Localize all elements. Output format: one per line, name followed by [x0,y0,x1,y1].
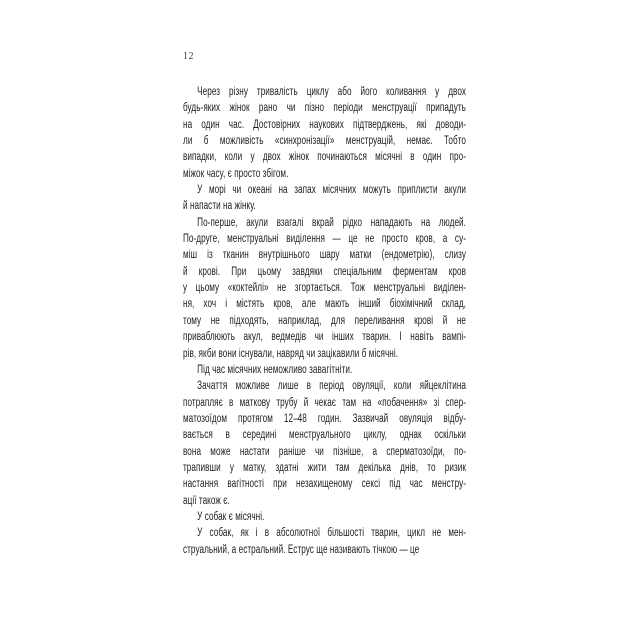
paragraph-3-line: тому не підходять, наприклад, для переливання крові й не [183,314,466,327]
paragraph-3-line: По-друге, менструальні виділення — це не просто кров, а су- [183,233,466,246]
paragraph-1-line: міжок часу, є просто збігом. [183,167,289,180]
paragraph-1-line: на один час. Достовірних наукових підтверджень, які доводи- [183,118,466,131]
paragraph-3-line: міш із тканин внутрішнього шару матки (ендометрію), слизу [183,249,466,262]
paragraph-1-line: будь-яких жінок рано чи пізно періоди менструації припадуть [183,102,466,115]
paragraph-2-line: й напасти на жінку. [183,200,256,213]
paragraph-7-line: У собак, як і в абсолютної більшості тварин, цикл не мен- [197,527,466,540]
paragraph-1-line: ли б можливість «синхронізації» менструацій, немає. Тобто [183,135,466,148]
paragraph-5-line: вається в середині менструального циклу, однак оскільки [183,429,466,442]
paragraph-3-line: ня, хоч і містять кров, але мають інший біохімічний склад, [183,298,466,311]
page-number: 12 [183,51,194,62]
paragraph-7-line: струальний, а естральний. Еструс ще називають тічкою — це [183,543,420,556]
paragraph-5-line: вона може настати раніше чи пізніше, а сперматозоїди, по- [183,445,466,458]
paragraph-5-line: ації також є. [183,494,230,507]
paragraph-3-line: рів, якби вони існували, навряд чи зацікавили б місячні. [183,347,399,360]
paragraph-3-line: у цьому «коктейлі» не згортається. Тож менструальні виділен- [183,282,466,295]
body-text-column [183,84,466,558]
paragraph-5-line: Зачаття можливе лише в період овуляції, коли яйцеклітина [197,380,466,393]
paragraph-5-line: потрапляє в маткову трубу й чекає там на «побачення» зі спер- [183,396,466,409]
paragraph-5-line: матозоїдом протягом 12–48 годин. Зазвичай овуляція відбу- [183,412,466,425]
paragraph-3-line: приваблюють акул, ведмедів чи інших тварин. І навіть вампі- [183,331,466,344]
paragraph-5-line: трапивши у матку, здатні жити там декілька днів, то ризик [183,461,466,474]
paragraph-4-line: Під час місячних неможливо завагітніти. [197,363,353,376]
paragraph-5-line: настання вагітності при незахищеному сексі під час менстру- [183,478,466,491]
paragraph-1-line: Через різну тривалість циклу або його коливання у двох [197,86,466,98]
paragraph-2-line: У морі чи океані на запах місячних можуть приплисти акули [197,184,466,197]
paragraph-3-line: По-перше, акули взагалі вкрай рідко нападають на людей. [197,216,466,229]
paragraph-3-line: й крові. При цьому завдяки спеціальним ферментам кров [183,265,466,278]
paragraph-1-line: випадки, коли у двох жінок починаються місячні в один про- [183,151,466,164]
paragraph-6-line: У собак є місячні. [197,510,265,523]
